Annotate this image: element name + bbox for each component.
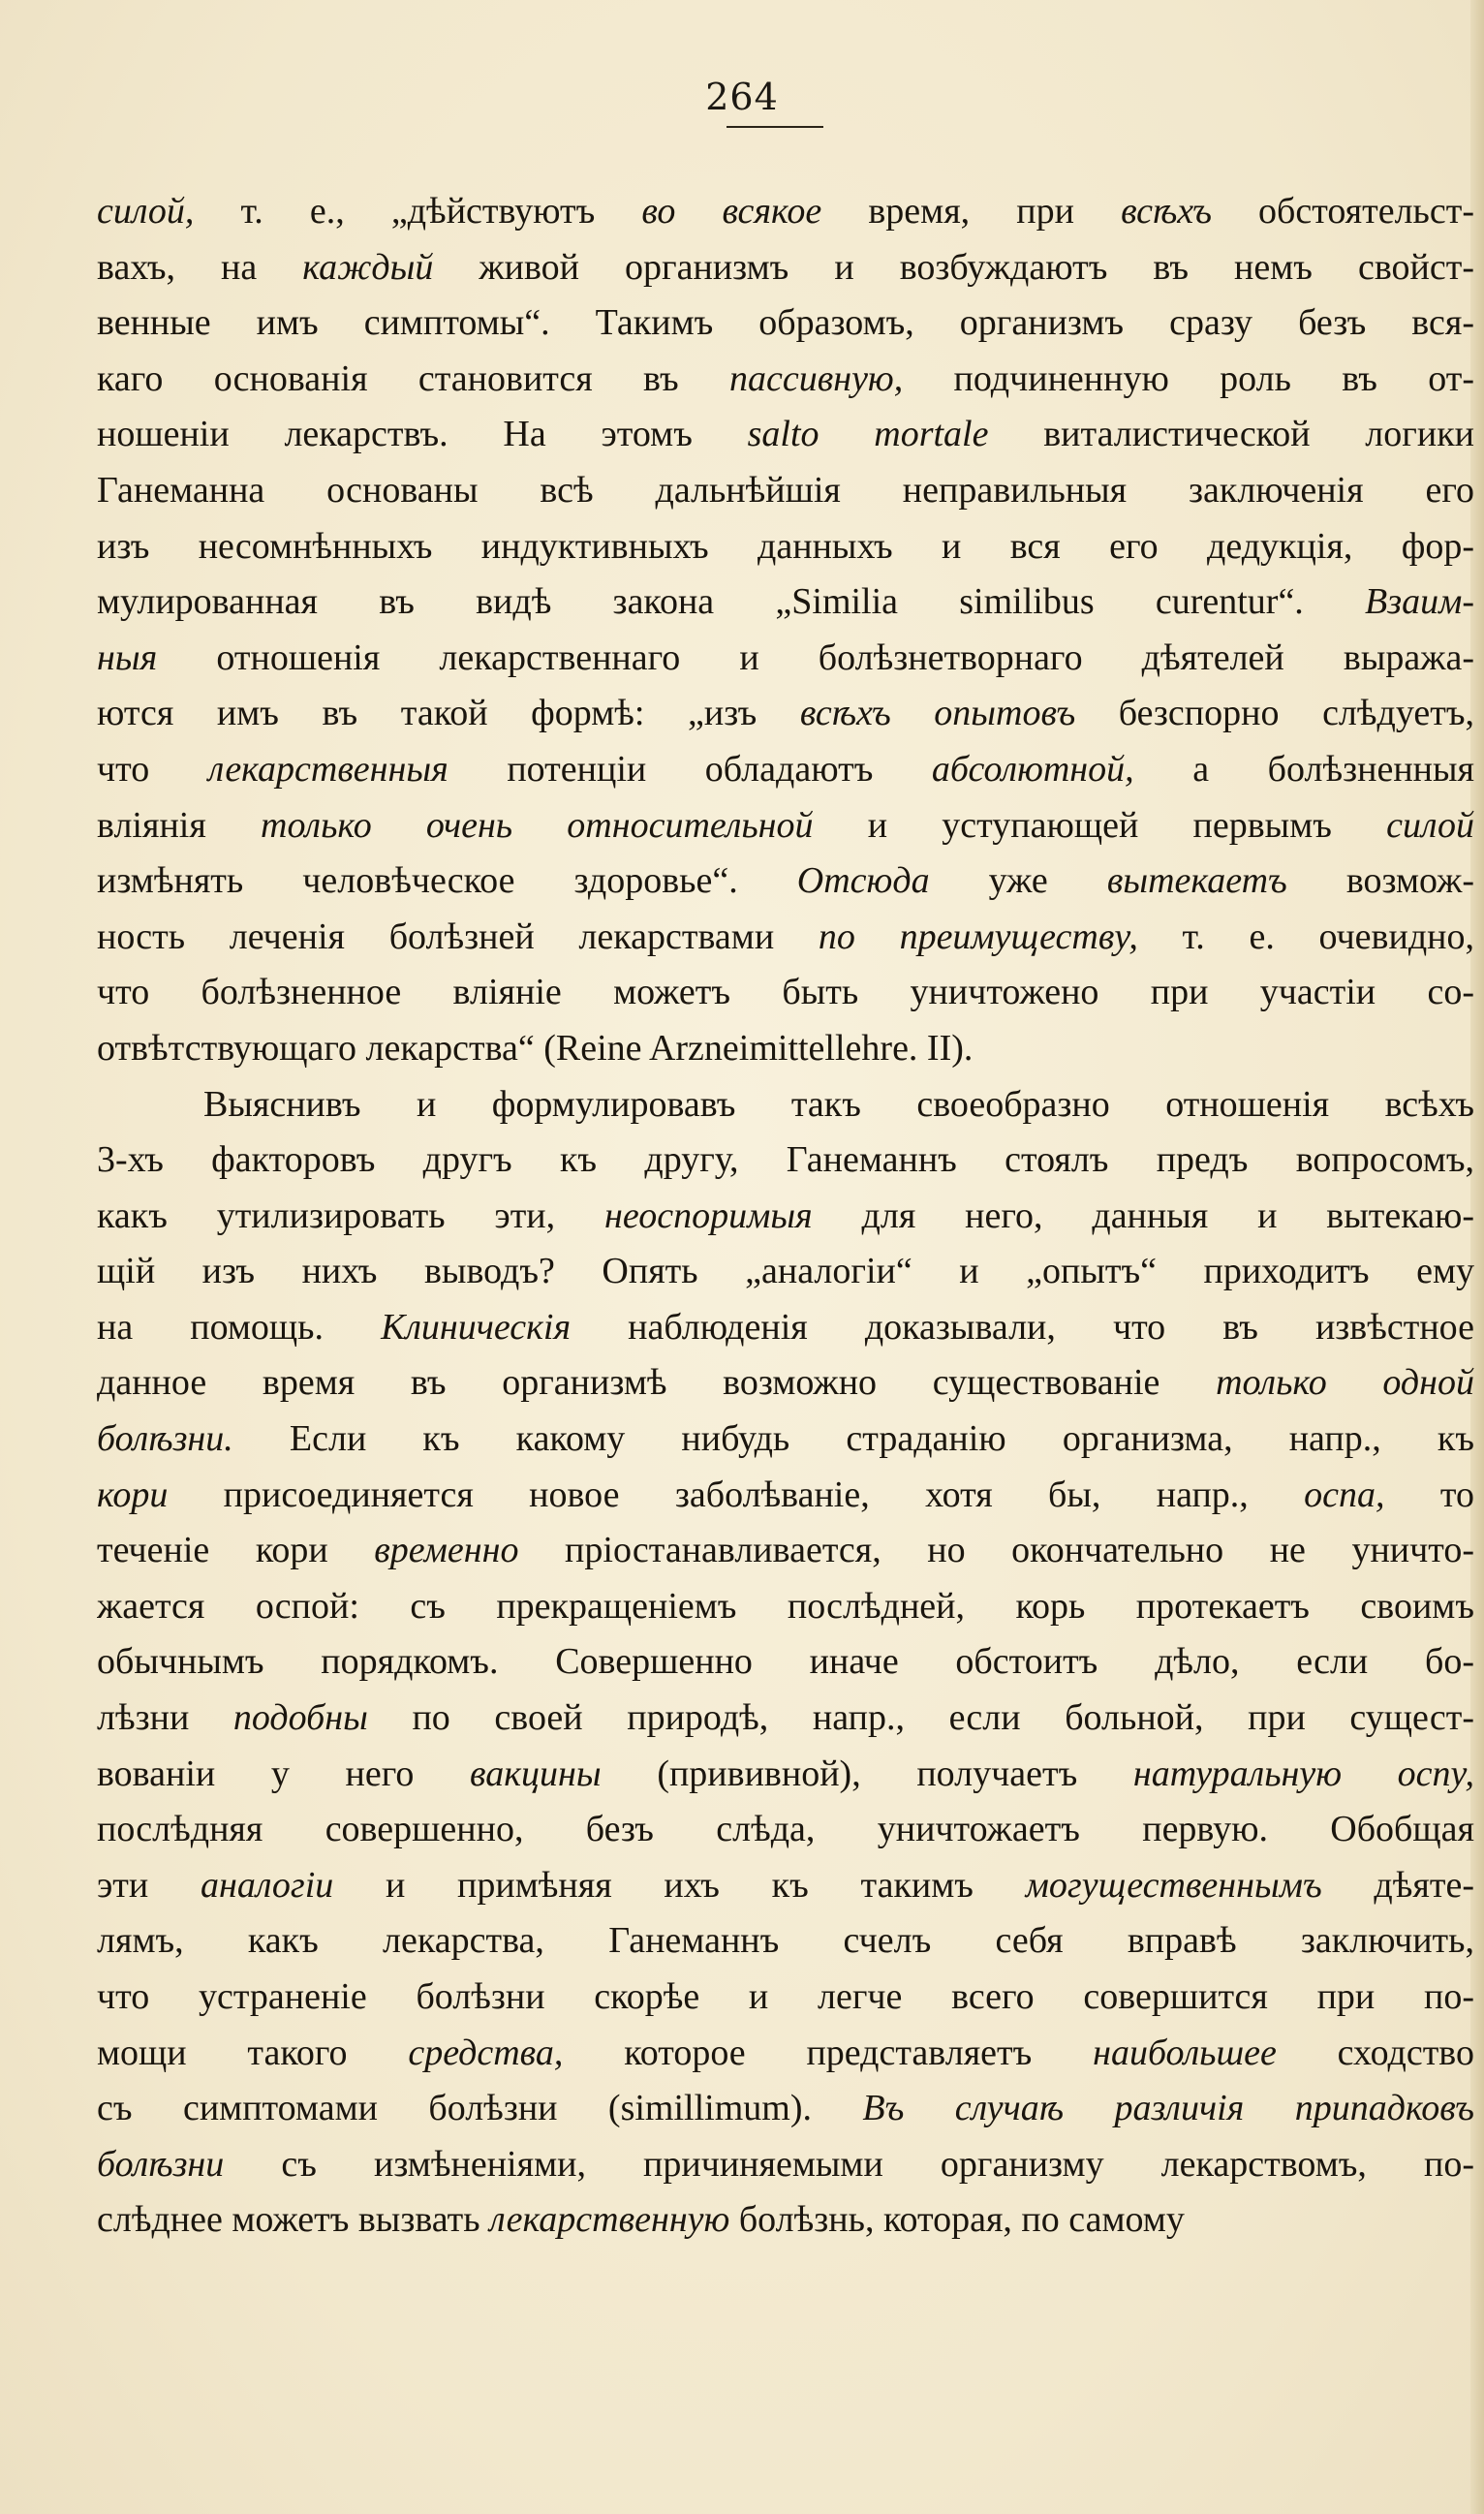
text-line — [97, 574, 1474, 631]
italic-text-run: кори — [97, 1474, 169, 1515]
italic-text-run: каждый — [302, 246, 434, 288]
text-line — [97, 2192, 1474, 2249]
italic-text-run: болѣзни — [97, 2143, 225, 2185]
italic-text-run: Клиническія — [381, 1306, 572, 1348]
text-run: вованіи у него — [97, 1753, 471, 1794]
text-line — [97, 631, 1474, 687]
text-run: изъ несомнѣнныхъ индуктивныхъ данныхъ и вся его дедукція, фор- — [97, 525, 1474, 567]
italic-text-run: во всякое — [641, 191, 822, 232]
text-run: отвѣтствующаго лекарства“ (Reine Arzneimittellehre. II). — [97, 1027, 974, 1069]
text-run: пріостанавливается, но окончательно не уничто- — [518, 1530, 1474, 1571]
text-run: и уступающей первымъ — [813, 804, 1387, 846]
text-run: живой организмъ и возбуждаютъ въ немъ свойст- — [433, 246, 1474, 288]
text-run: болѣзнь, которая, по самому — [729, 2199, 1185, 2241]
text-line — [97, 798, 1474, 854]
text-line — [97, 352, 1474, 408]
text-run: лямъ, какъ лекарства, Ганеманнъ счелъ себя вправѣ заключить, — [97, 1920, 1474, 1962]
text-line — [97, 463, 1474, 519]
text-run: и примѣняя ихъ къ такимъ — [333, 1864, 1026, 1906]
text-line — [97, 1077, 1474, 1133]
text-run: время, при — [821, 191, 1122, 232]
italic-text-run: временно — [374, 1530, 519, 1571]
text-run: отношенія лекарственнаго и болѣзнетворнаго дѣятелей выража- — [157, 636, 1474, 678]
text-run: эти — [97, 1864, 201, 1906]
italic-text-run: наибольшее — [1093, 2032, 1277, 2073]
italic-text-run: подобны — [232, 1697, 368, 1739]
text-line — [97, 2081, 1474, 2137]
italic-text-run: Взаим- — [1365, 581, 1474, 623]
italic-text-run: вакцины — [470, 1753, 602, 1794]
text-line — [97, 1412, 1474, 1468]
italic-text-run: силой, — [97, 191, 195, 232]
text-run: т. е. очевидно, — [1137, 916, 1474, 957]
text-line — [97, 295, 1474, 352]
text-run: какъ утилизировать эти, — [97, 1195, 604, 1236]
text-run: безспорно слѣдуетъ, — [1075, 693, 1474, 734]
text-run: присоединяется новое заболѣваніе, хотя бы, напр., — [168, 1474, 1305, 1515]
text-run: вахъ, на — [97, 246, 303, 288]
text-run: ность леченія болѣзней лекарствами — [97, 916, 819, 957]
text-line — [97, 1913, 1474, 1970]
italic-text-run: Отсюда — [796, 860, 930, 902]
text-run: слѣднее можетъ вызвать — [97, 2199, 490, 2241]
italic-text-run: средства, — [408, 2032, 564, 2073]
text-run: сходство — [1276, 2032, 1474, 2073]
italic-text-run: только одной — [1216, 1362, 1474, 1404]
text-line — [97, 1355, 1474, 1412]
text-run: что устраненіе болѣзни скорѣе и легче всего совершится при по- — [97, 1976, 1474, 2017]
text-line — [97, 519, 1474, 575]
text-run: теченіе кори — [97, 1530, 375, 1571]
italic-text-run: силой — [1386, 804, 1474, 846]
text-line — [97, 1747, 1474, 1803]
text-line — [97, 1523, 1474, 1579]
text-run: для него, данныя и вытекаю- — [812, 1195, 1474, 1236]
text-run: т. е., „дѣйствуютъ — [194, 191, 642, 232]
page-number-rule — [727, 126, 823, 128]
text-line — [97, 2026, 1474, 2082]
italic-text-run: лекарственныя — [207, 748, 448, 790]
italic-text-run: Въ случаѣ различія припадковъ — [862, 2088, 1474, 2129]
italic-text-run: могущественнымъ — [1025, 1864, 1322, 1906]
text-run: (прививной), получаетъ — [601, 1753, 1133, 1794]
text-line — [97, 1579, 1474, 1635]
text-run: ношеніи лекарствъ. На этомъ — [97, 414, 748, 455]
text-line — [97, 1133, 1474, 1189]
italic-text-run: всѣхъ опытовъ — [799, 693, 1076, 734]
text-line — [97, 686, 1474, 742]
text-run: каго основанія становится въ — [97, 357, 729, 399]
text-run: виталистической логики — [988, 414, 1474, 455]
italic-text-run: натуральную оспу, — [1132, 1753, 1474, 1794]
text-run: Если къ какому нибудь страданію организма, напр., къ — [232, 1418, 1474, 1460]
text-run: съ измѣненіями, причиняемыми организму лекарствомъ, по- — [224, 2143, 1474, 2185]
text-line — [97, 910, 1474, 966]
text-run: а болѣзненныя — [1133, 748, 1474, 790]
text-run: обстоятельст- — [1211, 191, 1474, 232]
text-line — [97, 1468, 1474, 1524]
italic-text-run: неоспоримыя — [603, 1195, 813, 1236]
text-run: венные имъ симптомы“. Такимъ образомъ, организмъ сразу безъ вся- — [97, 302, 1474, 344]
text-run: жается оспой: съ прекращеніемъ послѣдней, корь протекаетъ своимъ — [97, 1585, 1474, 1627]
text-run: по своей природѣ, напр., если больной, при сущест- — [367, 1697, 1474, 1739]
text-run: ются имъ въ такой формѣ: „изъ — [97, 693, 800, 734]
text-run: обычнымъ порядкомъ. Совершенно иначе обстоитъ дѣло, если бо- — [97, 1641, 1474, 1683]
text-line — [97, 1858, 1474, 1914]
text-run: 3-хъ факторовъ другъ къ другу, Ганеманнъ стоялъ предъ вопросомъ, — [97, 1139, 1474, 1181]
text-line — [97, 854, 1474, 910]
text-line — [97, 1300, 1474, 1356]
text-run: данное время въ организмѣ возможно существованіе — [97, 1362, 1217, 1404]
text-line — [97, 1970, 1474, 2026]
text-run: что — [97, 748, 208, 790]
text-run: наблюденія доказывали, что въ извѣстное — [571, 1306, 1474, 1348]
text-run: щій изъ нихъ выводъ? Опять „аналогіи“ и „опытъ“ приходитъ ему — [97, 1251, 1474, 1292]
text-run: измѣнять человѣческое здоровье“. — [97, 860, 797, 902]
text-run: мулированная въ видѣ закона „Similia similibus curentur“. — [97, 581, 1366, 623]
text-run: потенціи обладаютъ — [448, 748, 932, 790]
text-run: лѣзни — [97, 1697, 233, 1739]
italic-text-run: болѣзни. — [97, 1418, 233, 1460]
text-run: Ганеманна основаны всѣ дальнѣйшія неправильныя заключенія его — [97, 469, 1474, 511]
text-line — [97, 965, 1474, 1021]
text-run: подчиненную роль въ от- — [903, 357, 1474, 399]
text-run: на помощь. — [97, 1306, 382, 1348]
italic-text-run: всѣхъ — [1121, 191, 1212, 232]
italic-text-run: salto mortale — [747, 414, 989, 455]
text-line — [97, 1802, 1474, 1858]
text-line — [97, 1634, 1474, 1691]
text-line — [97, 1021, 1474, 1077]
text-run: что болѣзненное вліяніе можетъ быть уничтожено при участіи со- — [97, 972, 1474, 1013]
text-run: то — [1384, 1474, 1474, 1515]
page-number: 264 — [705, 76, 779, 118]
body-text — [97, 184, 1474, 2249]
italic-text-run: лекарственную — [489, 2199, 730, 2241]
italic-text-run: по преимуществу, — [818, 916, 1138, 957]
text-run: Выяснивъ и формулировавъ такъ своеобразно отношенія всѣхъ — [203, 1083, 1474, 1125]
text-line — [97, 1244, 1474, 1300]
text-line — [97, 240, 1474, 296]
italic-text-run: пассивную, — [728, 357, 904, 399]
text-line — [97, 1691, 1474, 1747]
text-line — [97, 407, 1474, 463]
italic-text-run: ныя — [97, 636, 158, 678]
italic-text-run: аналогіи — [200, 1864, 334, 1906]
italic-text-run: вытекаетъ — [1106, 860, 1287, 902]
text-run: послѣдняя совершенно, безъ слѣда, уничтожаетъ первую. Обобщая — [97, 1809, 1474, 1850]
text-run: которое представляетъ — [563, 2032, 1094, 2073]
text-run: уже — [929, 860, 1107, 902]
text-run: дѣяте- — [1321, 1864, 1474, 1906]
text-run: вліянія — [97, 804, 262, 846]
italic-text-run: оспа, — [1304, 1474, 1385, 1515]
text-run: мощи такого — [97, 2032, 409, 2073]
text-run: съ симптомами болѣзни (simillimum). — [97, 2088, 863, 2129]
italic-text-run: абсолютной, — [931, 748, 1134, 790]
text-line — [97, 2137, 1474, 2193]
text-run: возмож- — [1286, 860, 1474, 902]
text-line — [97, 742, 1474, 798]
text-line — [97, 184, 1474, 240]
italic-text-run: только очень относительной — [261, 804, 814, 846]
text-line — [97, 1189, 1474, 1245]
